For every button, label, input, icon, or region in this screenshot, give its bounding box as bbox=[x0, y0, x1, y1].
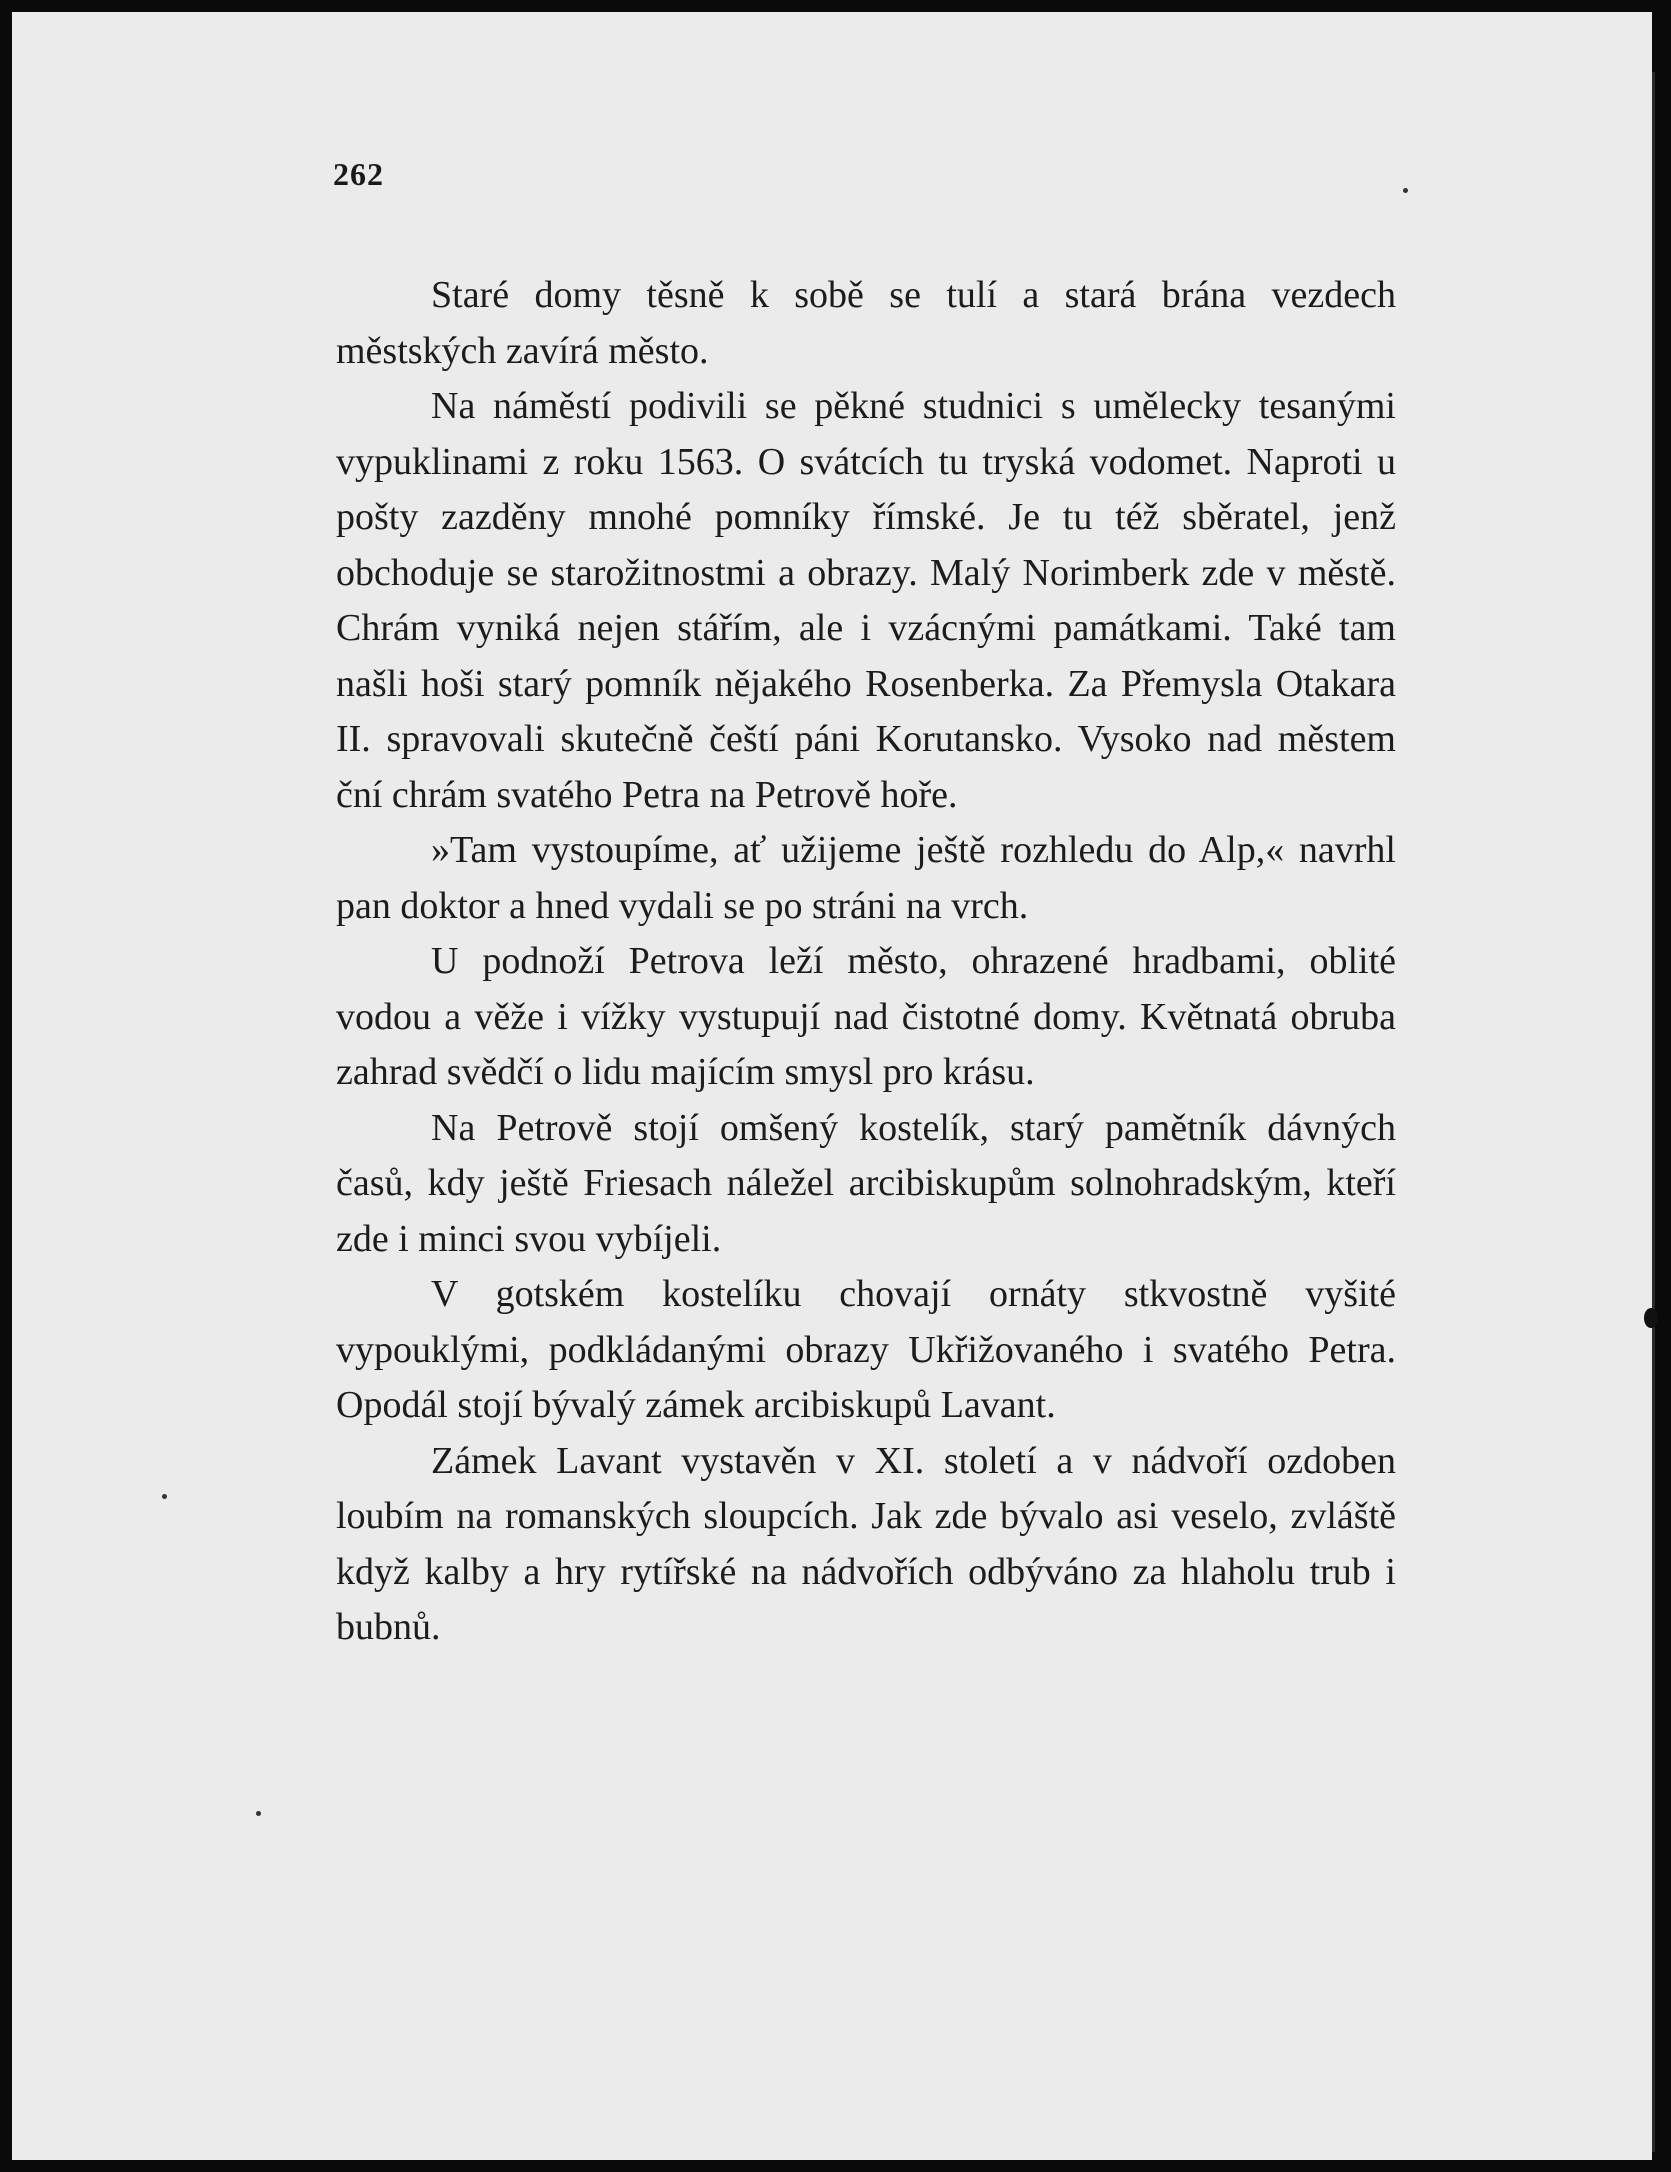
paragraph: Staré domy těsně k sobě se tulí a stará brána vezdech městských zavírá město. bbox=[336, 274, 1396, 372]
paragraph: Zámek Lavant vystavěn v XI. století a v nádvoří ozdoben loubím na romanských sloupcích. Jak zde bývalo asi veselo, zvláště když kalby a hry rytířské na nádvořích odbýváno za hlaholu trub i bubnů. bbox=[336, 1439, 1396, 1648]
dust-speck bbox=[162, 1494, 167, 1499]
dust-speck bbox=[1403, 188, 1408, 193]
binding-mark bbox=[1644, 1308, 1658, 1328]
paragraph: Na Petrově stojí omšený kostelík, starý pamětník dávných časů, kdy ještě Friesach náležel arcibiskupům solnohradským, kteří zde i minci svou vybíjeli. bbox=[336, 1106, 1396, 1260]
paragraph: Na náměstí podivili se pěkné studnici s umělecky tesanými vypuklinami z roku 1563. O svátcích tu tryská vodomet. Naproti u pošty zazděny mnohé pomníky římské. Je tu též sběratel, jenž obchoduje se starožitnostmi a obrazy. Malý Norimberk zde v městě. Chrám vyniká nejen stářím, ale i vzácnými památkami. Také tam našli hoši starý pomník nějakého Rosenberka. Za Přemysla Otakara II. spravovali skutečně čeští páni Korutansko. Vysoko nad městem ční chrám svatého Petra na Petrově hoře. bbox=[336, 385, 1396, 816]
paragraph: U podnoží Petrova leží město, ohrazené hradbami, oblité vodou a věže i vížky vystupují nad čistotné domy. Květnatá obruba zahrad svědčí o lidu majícím smysl pro krásu. bbox=[336, 940, 1396, 1093]
page-number: 262 bbox=[333, 156, 384, 192]
paragraph: »Tam vystoupíme, ať užijeme ještě rozhledu do Alp,« navrhl pan doktor a hned vydali se po stráni na vrch. bbox=[336, 829, 1396, 927]
body-text bbox=[336, 268, 1396, 1656]
paragraph: V gotském kostelíku chovají ornáty stkvostně vyšité vypouklými, podkládanými obrazy Ukřižovaného i svatého Petra. Opodál stojí bývalý zámek arcibiskupů Lavant. bbox=[336, 1273, 1396, 1426]
dust-speck bbox=[256, 1811, 261, 1816]
page-edge-shadow bbox=[1652, 72, 1655, 2152]
